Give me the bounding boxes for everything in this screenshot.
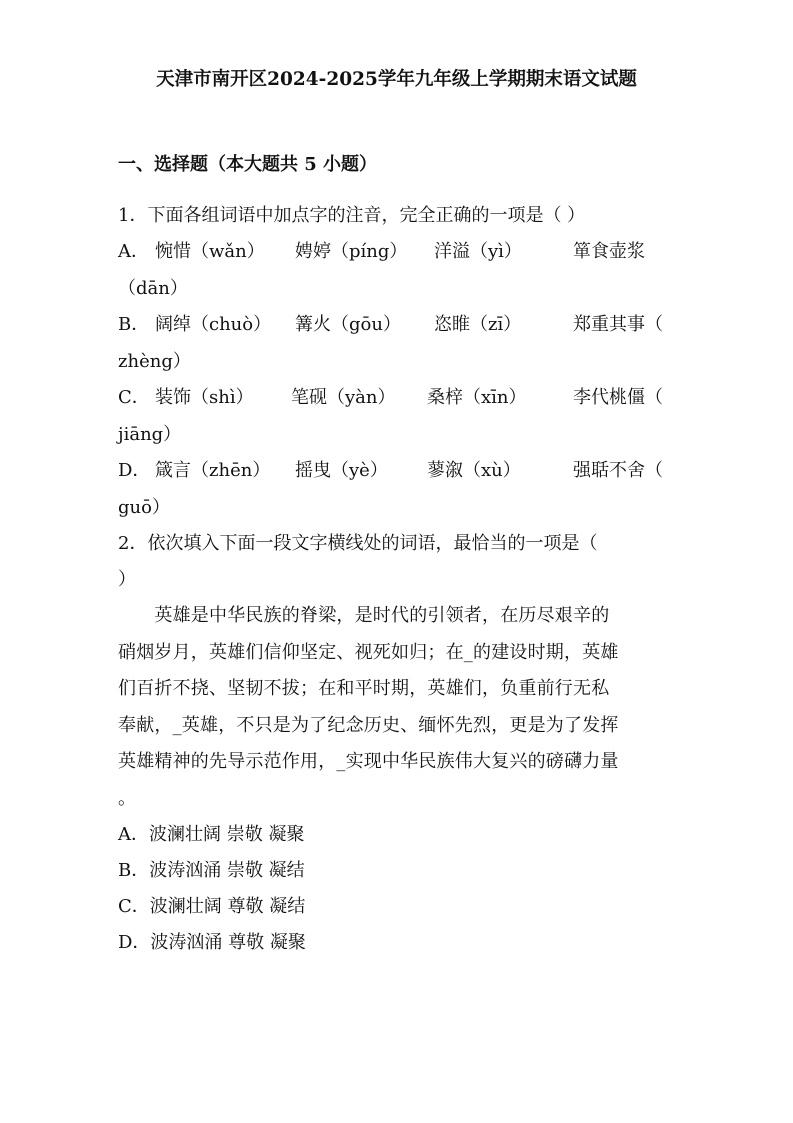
q1-option-a <box>118 238 674 266</box>
question-2-stem: 2．依次填入下面一段文字横线处的词语，最恰当的一项是（ <box>118 533 598 554</box>
option-term: 强聒不舍（ <box>573 460 663 481</box>
option-term: 箴言（zhēn） <box>155 460 271 481</box>
option-term: 摇曳（yè） <box>295 460 388 481</box>
passage-line: 们百折不挠、坚韧不拔；在和平时期，英雄们，负重前行无私 <box>118 678 610 700</box>
q1-option-a-wrap: （dān） <box>118 278 188 299</box>
option-term: 篝火（gōu） <box>295 314 401 335</box>
q1-option-b-wrap: zhèng） <box>118 351 191 372</box>
q1-option-d <box>118 457 674 485</box>
option-label: A． <box>118 241 149 262</box>
question-2-stem-wrap: ） <box>118 569 136 590</box>
passage-line: 硝烟岁月，英雄们信仰坚定、视死如归；在_的建设时期，英雄 <box>118 641 619 663</box>
option-term: 惋惜（wǎn） <box>155 241 265 262</box>
q1-option-d-wrap: guō） <box>118 497 170 518</box>
option-label: B． <box>118 314 150 335</box>
question-2-passage <box>118 598 678 818</box>
option-term: 娉婷（píng） <box>295 241 408 262</box>
question-1-stem: 1．下面各组词语中加点字的注音，完全正确的一项是（ ） <box>118 205 586 226</box>
option-term: 郑重其事（ <box>573 314 663 335</box>
q2-option-c: C．波澜壮阔 尊敬 凝结 <box>118 896 306 917</box>
option-term: 蓼溆（xù） <box>427 460 521 481</box>
q1-option-b <box>118 311 674 339</box>
page-title: 天津市南开区2024-2025学年九年级上学期期末语文试题 <box>156 69 637 90</box>
option-term: 箪食壶浆 <box>573 241 645 262</box>
passage-line: 英雄精神的先导示范作用，_实现中华民族伟大复兴的磅礴力量 <box>118 751 619 773</box>
passage-line: 。 <box>118 787 137 809</box>
option-term: 恣睢（zī） <box>434 314 522 335</box>
option-term: 笔砚（yàn） <box>291 387 396 408</box>
q2-option-d: D．波涛汹涌 尊敬 凝聚 <box>118 932 306 953</box>
passage-line: 奉献，_英雄，不只是为了纪念历史、缅怀先烈，更是为了发挥 <box>118 714 619 736</box>
option-label: C． <box>118 387 150 408</box>
q1-option-c <box>118 384 674 412</box>
option-term: 装饰（shì） <box>155 387 254 408</box>
option-term: 阔绰（chuò） <box>155 314 272 335</box>
q2-option-a: A．波澜壮阔 崇敬 凝聚 <box>118 824 305 845</box>
q2-option-b: B．波涛汹涌 崇敬 凝结 <box>118 860 305 881</box>
option-term: 桑梓（xīn） <box>427 387 527 408</box>
passage-line: 英雄是中华民族的脊梁，是时代的引领者，在历尽艰辛的 <box>118 605 610 626</box>
q1-option-c-wrap: jiāng） <box>118 424 182 445</box>
option-label: D． <box>118 460 151 481</box>
section-heading: 一、选择题（本大题共 5 小题） <box>118 154 378 175</box>
option-term: 洋溢（yì） <box>434 241 522 262</box>
option-term: 李代桃僵（ <box>573 387 663 408</box>
